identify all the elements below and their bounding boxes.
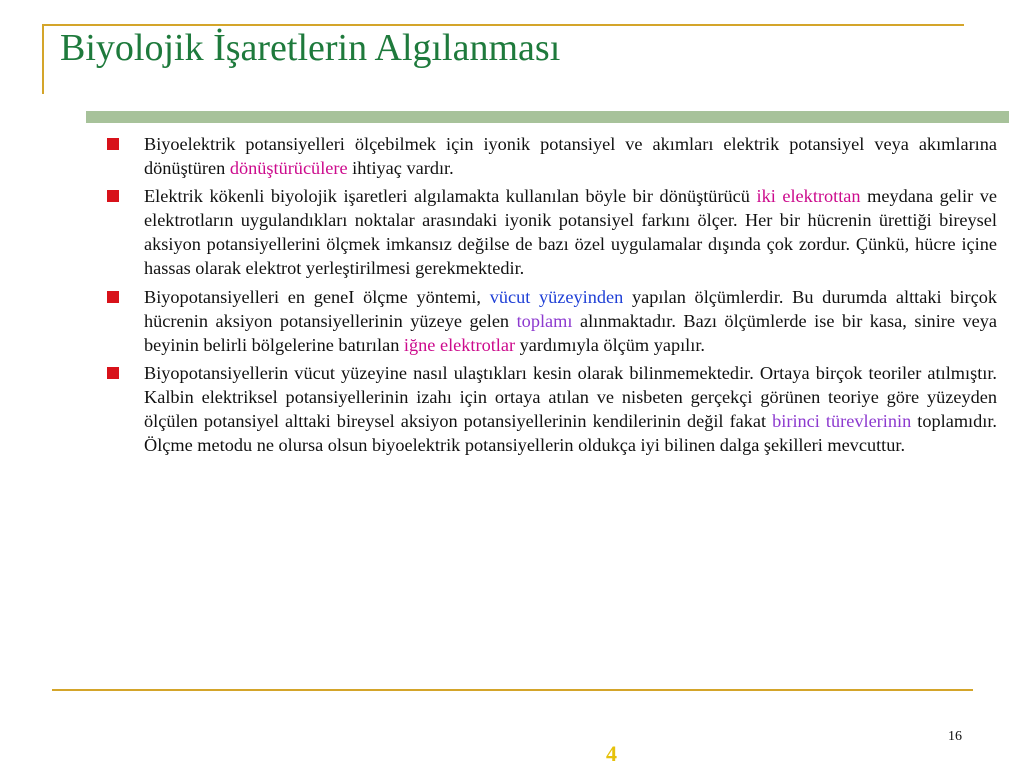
text-run: Biyopotansiyellerin vücut yüzeyine nasıl ulaştıkları kesin olarak bilinmemektedir. Ortaya birçok teoriler atılmıştır. Kalbin elektriksel potansiyellerinin izahı için ortaya atılan ve nisbeten gerçekçi görünen teoriye göre yüzeyden ölçülen potansiyel alttaki bireysel aksiyon potansiyellerinin kendilerinin değil fakat (144, 362, 997, 432)
highlight-term: toplamı (516, 310, 573, 331)
highlight-term: vücut yüzeyinden (489, 286, 624, 307)
text-run: Elektrik kökenli biyolojik işaretleri algılamakta kullanılan böyle bir dönüştürücü (144, 186, 757, 207)
highlight-term: dönüştürücülere (229, 158, 348, 179)
text-run: meydana gelir ve elektrotların uygulandıkları noktalar arasındaki iyonik potansiyel farkını ölçer. Her bir hücrenin ürettiği bireysel aksiyon potansiyellerini ölçmek imkansız değilse de bazı özel uygulamalar dışında çok zordur. Çünkü, hücre içine hassas olarak elektrot yerleştirilmesi gerekmektedir. (144, 186, 997, 279)
bullet-square-icon (107, 138, 119, 150)
highlight-term: birinci türevlerinin (772, 411, 912, 432)
bullet-item (107, 285, 997, 357)
bullet-text (144, 285, 997, 357)
text-run: Biyoelektrik potansiyelleri ölçebilmek için iyonik potansiyel ve akımları elektrik potansiyel veya akımlarına dönüştüren (144, 134, 997, 179)
bullet-text (144, 361, 997, 457)
text-run: Biyopotansiyelleri en geneI ölçme yöntemi, (144, 286, 490, 307)
slide-number: 16 (948, 729, 962, 744)
text-run: ihtiyaç vardır. (347, 158, 454, 179)
text-run: toplamıdır. Ölçme metodu ne olursa olsun biyoelektrik potansiyellerin oldukça iyi bilinen dalga şekilleri mevcuttur. (144, 411, 997, 456)
title-frame-horizontal-line (42, 24, 964, 26)
title-underline-bar (86, 111, 1009, 123)
title-frame-vertical-line (42, 24, 44, 94)
text-run: yapılan ölçümlerdir. Bu durumda alttaki birçok hücrenin aksiyon potansiyellerinin yüzeye gelen (144, 286, 997, 331)
bullet-square-icon (107, 190, 119, 202)
highlight-term: iki elektrottan (756, 186, 861, 207)
footer-divider (52, 689, 973, 691)
bullet-text (144, 184, 997, 280)
bullet-item (107, 132, 997, 180)
bullet-list (107, 132, 997, 461)
page-number: 4 (606, 741, 617, 766)
text-run: alınmaktadır. Bazı ölçümlerde ise bir kasa, sinire veya beyinin belirli bölgelerine batırılan (144, 310, 997, 355)
bullet-item (107, 361, 997, 457)
bullet-square-icon (107, 291, 119, 303)
bullet-item (107, 184, 997, 280)
text-run: yardımıyla ölçüm yapılır. (515, 334, 705, 355)
highlight-term: iğne elektrotlar (403, 334, 516, 355)
bullet-text (144, 132, 997, 180)
bullet-square-icon (107, 367, 119, 379)
slide-title: Biyolojik İşaretlerin Algılanması (60, 27, 561, 69)
